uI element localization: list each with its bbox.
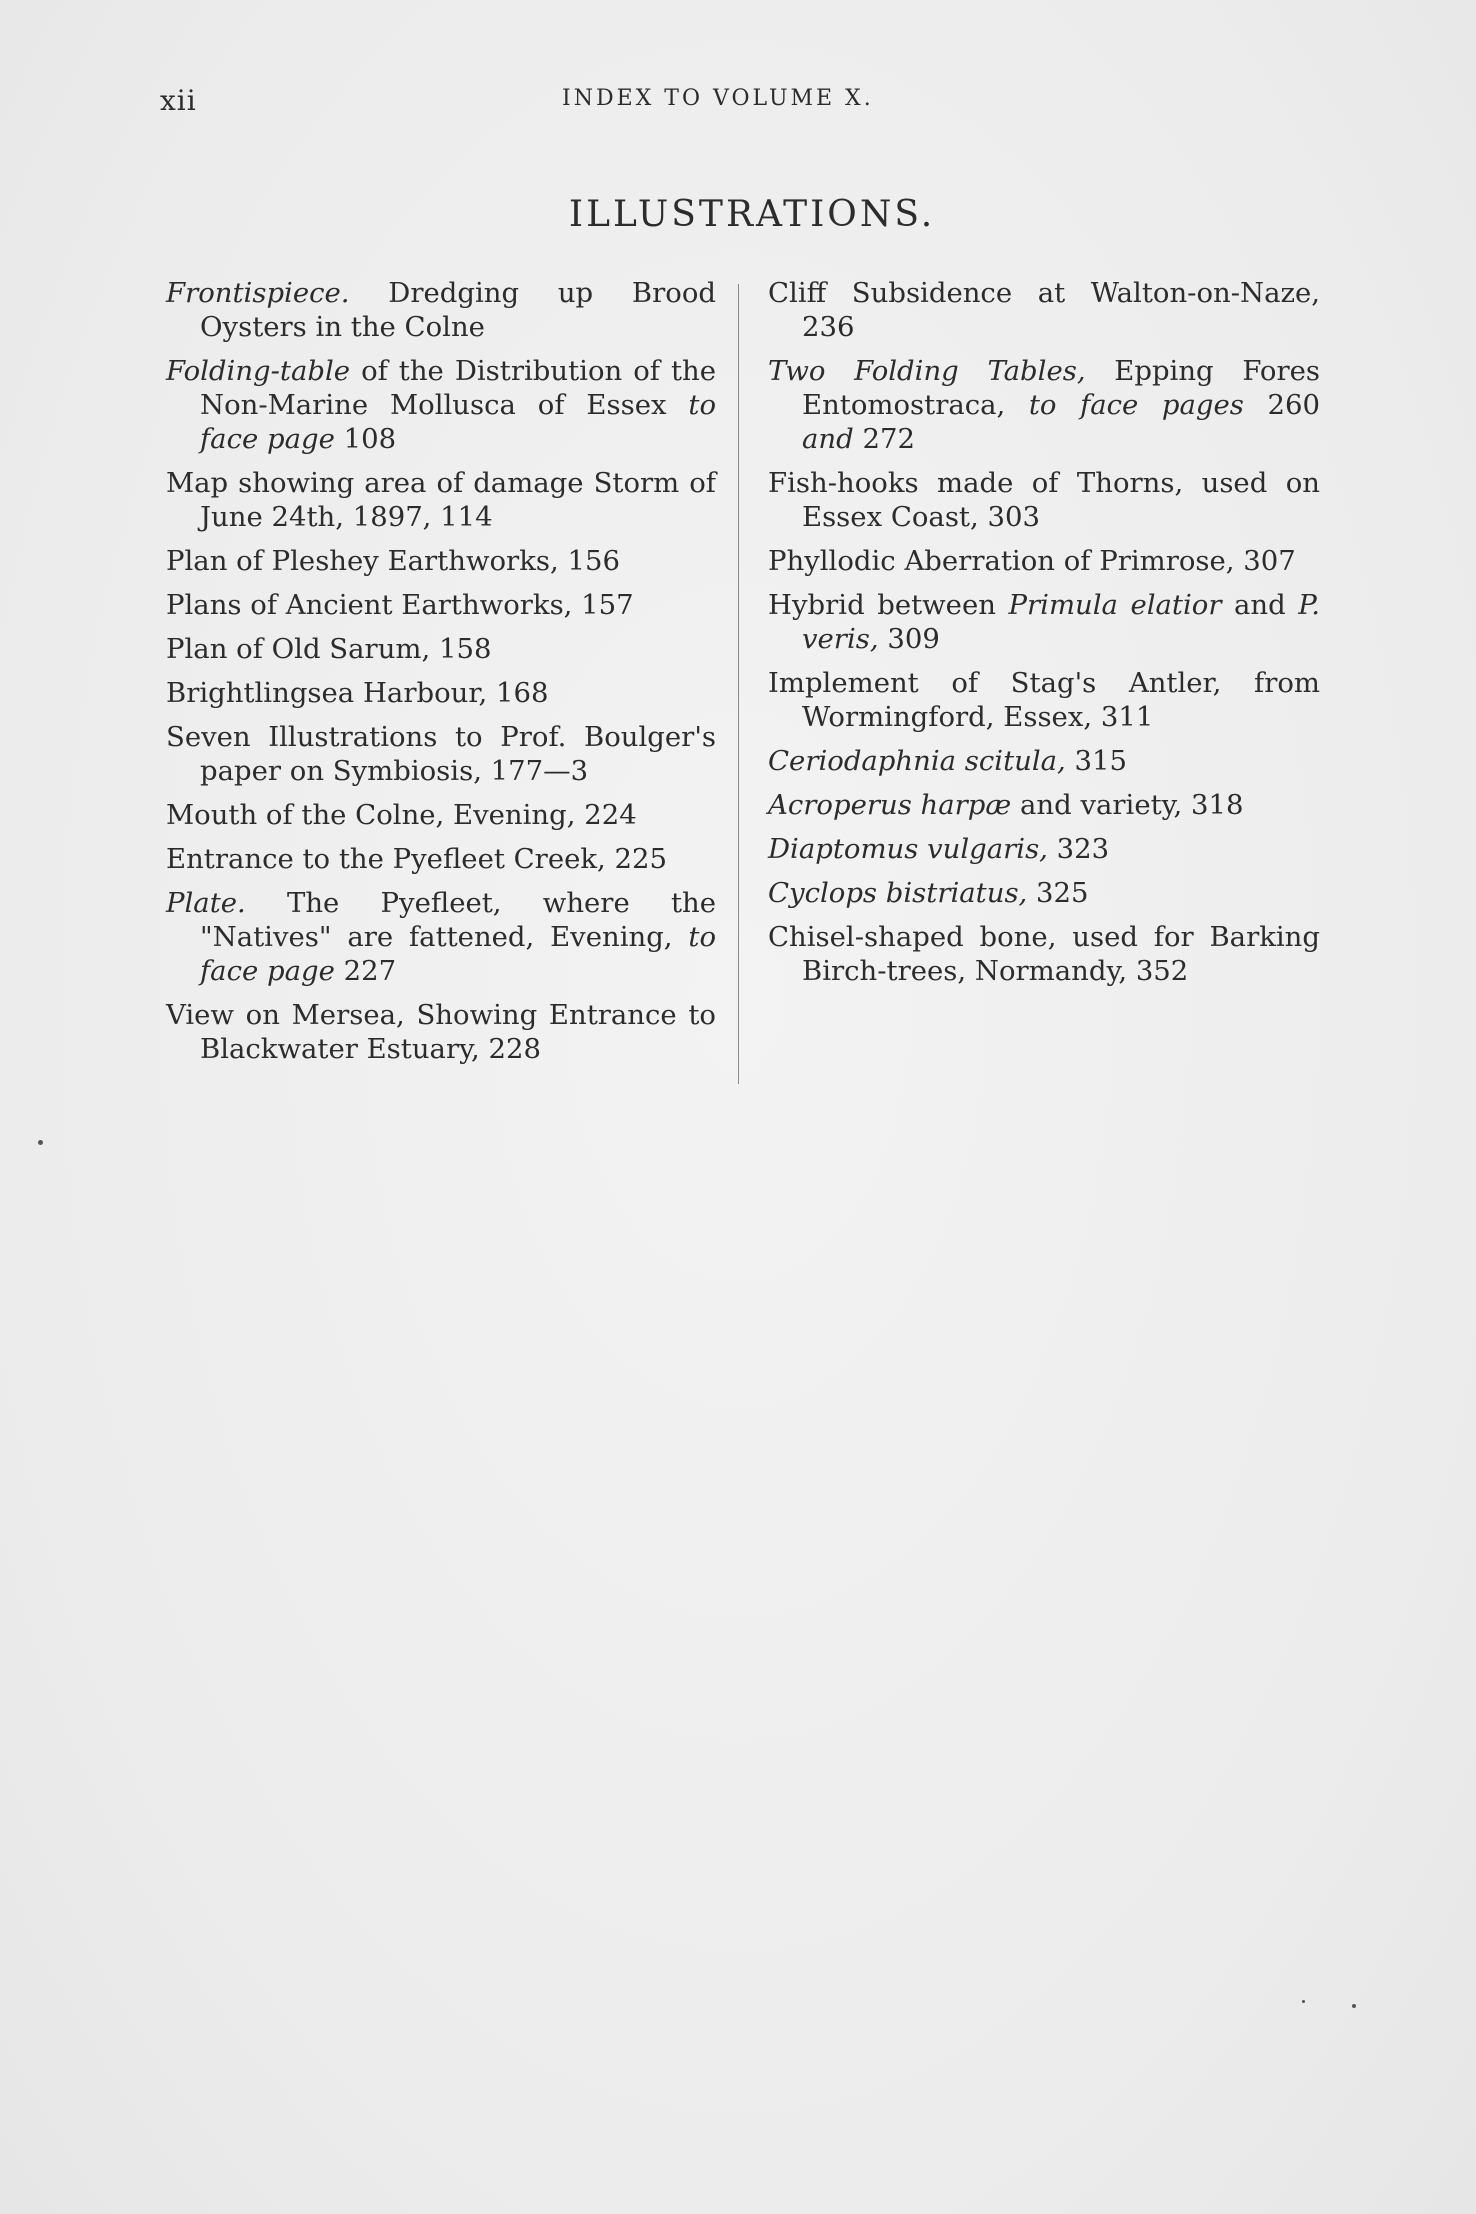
left-column xyxy=(166,276,716,1076)
entry-text: View on Mersea, Showing Entrance to Blackwater Estuary, 228 xyxy=(166,999,716,1065)
index-entry xyxy=(166,588,716,622)
entry-text: Fish-hooks made of Thorns, used on Essex Coast, 303 xyxy=(768,467,1320,533)
index-entry xyxy=(768,544,1320,578)
entry-text: Epping Fores Entomostraca, xyxy=(802,355,1321,421)
index-entry xyxy=(768,666,1320,734)
entry-text: Brightlingsea Harbour, 168 xyxy=(166,677,549,709)
index-entry xyxy=(768,276,1320,344)
index-entry xyxy=(166,676,716,710)
index-entry xyxy=(166,842,716,876)
index-entry xyxy=(166,798,716,832)
index-entry xyxy=(166,720,716,788)
entry-text: 272 xyxy=(853,423,915,455)
entry-text: Dredging up Brood Oysters in the Colne xyxy=(200,277,716,343)
index-entry xyxy=(768,832,1320,866)
entry-italic: P. veris, xyxy=(802,589,1320,655)
entry-italic: Cyclops bistriatus, xyxy=(768,877,1028,909)
index-entry xyxy=(166,632,716,666)
entry-italic: Primula elatior xyxy=(1008,589,1222,621)
entry-text: 323 xyxy=(1047,833,1110,865)
index-entry xyxy=(768,588,1320,656)
index-entry xyxy=(166,886,716,988)
entry-text: Plan of Old Sarum, 158 xyxy=(166,633,492,665)
entry-italic: Plate. xyxy=(166,887,246,919)
page-header xyxy=(160,84,940,124)
entry-text: 108 xyxy=(334,423,397,455)
paper-speck xyxy=(1352,2004,1356,2008)
index-entry xyxy=(768,788,1320,822)
index-entry xyxy=(166,354,716,456)
entry-text: and xyxy=(1221,589,1299,621)
entry-text: 315 xyxy=(1065,745,1128,777)
entry-text: of the Distribution of the Non-Marine Mollusca of Essex xyxy=(200,355,716,421)
entry-text: 260 xyxy=(1243,389,1321,421)
entry-italic: Folding-table xyxy=(166,355,351,387)
entry-text: and variety, 318 xyxy=(1011,789,1244,821)
entry-text: Entrance to the Pyefleet Creek, 225 xyxy=(166,843,668,875)
entry-text: Map showing area of damage Storm of June 24th, 1897, 114 xyxy=(166,467,716,533)
entry-text: 309 xyxy=(878,623,940,655)
section-title: ILLUSTRATIONS. xyxy=(568,194,936,235)
index-entry xyxy=(166,544,716,578)
entry-italic: Ceriodaphnia scitula, xyxy=(768,745,1066,777)
entry-text: Plan of Pleshey Earthworks, 156 xyxy=(166,545,620,577)
index-entry xyxy=(166,998,716,1066)
right-column xyxy=(768,276,1320,998)
index-entry xyxy=(768,876,1320,910)
entry-text: Phyllodic Aberration of Primrose, 307 xyxy=(768,545,1296,577)
column-divider xyxy=(738,284,739,1084)
page-number: xii xyxy=(160,84,197,117)
index-entry xyxy=(768,466,1320,534)
entry-italic: to face page xyxy=(200,921,716,987)
entry-text: Mouth of the Colne, Evening, 224 xyxy=(166,799,637,831)
entry-italic: to face page xyxy=(200,389,716,455)
index-entry xyxy=(166,276,716,344)
index-entry xyxy=(768,920,1320,988)
paper-speck xyxy=(1302,2000,1305,2003)
entry-text: The Pyefleet, where the "Natives" are fattened, Evening, xyxy=(200,887,716,953)
entry-italic: and xyxy=(802,423,854,455)
entry-text: Implement of Stag's Antler, from Wormingford, Essex, 311 xyxy=(768,667,1320,733)
entry-text: Cliff Subsidence at Walton-on-Naze, 236 xyxy=(768,277,1320,343)
entry-italic: Two Folding Tables, xyxy=(768,355,1086,387)
entry-italic: Diaptomus vulgaris, xyxy=(768,833,1048,865)
index-entry xyxy=(768,354,1320,456)
entry-text: Plans of Ancient Earthworks, 157 xyxy=(166,589,634,621)
entry-text: Chisel-shaped bone, used for Barking Birch-trees, Normandy, 352 xyxy=(768,921,1320,987)
index-entry xyxy=(768,744,1320,778)
entry-text: Hybrid between xyxy=(768,589,1009,621)
entry-italic: Frontispiece. xyxy=(166,277,350,309)
entry-italic: Acroperus harpæ xyxy=(768,789,1012,821)
running-head: INDEX TO VOLUME X. xyxy=(562,86,874,111)
paper-speck xyxy=(38,1140,43,1145)
index-entry xyxy=(166,466,716,534)
entry-text: Seven Illustrations to Prof. Boulger's paper on Symbiosis, 177—3 xyxy=(166,721,716,787)
entry-text: 227 xyxy=(334,955,397,987)
entry-italic: to face pages xyxy=(1028,389,1244,421)
entry-text: 325 xyxy=(1027,877,1089,909)
